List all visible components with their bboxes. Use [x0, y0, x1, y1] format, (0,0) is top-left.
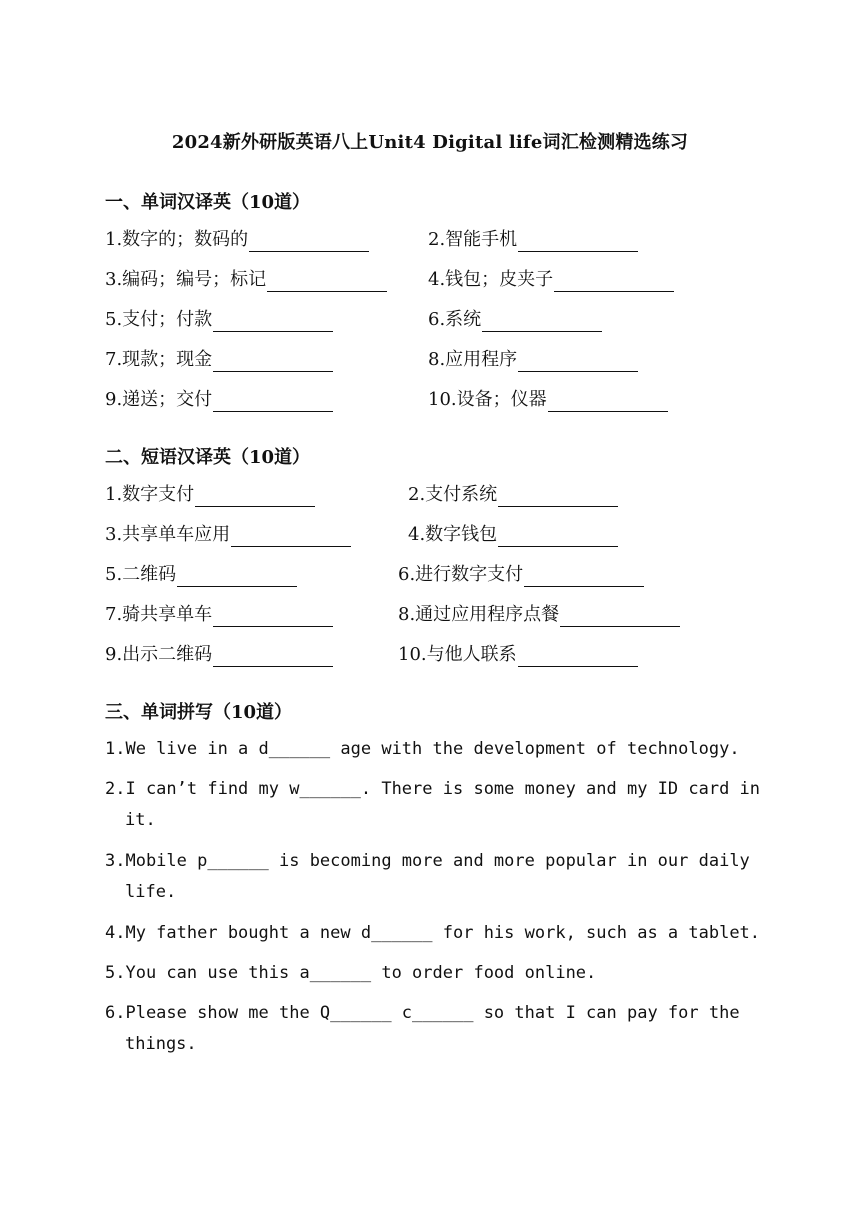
item-text: 1.数字支付	[105, 484, 195, 505]
sentence-continuation: it.	[125, 810, 156, 830]
section2-item-8	[398, 603, 680, 627]
item-text: 7.现款；现金	[105, 349, 213, 370]
section1-item-6	[428, 308, 602, 332]
item-text: 10.与他人联系	[398, 644, 517, 665]
section1-item-7	[105, 348, 333, 372]
item-text: 2.支付系统	[408, 484, 498, 505]
sentence-line: 5.You can use this a______ to order food online.	[105, 963, 597, 983]
answer-blank[interactable]	[560, 606, 680, 627]
section2-item-3	[105, 523, 351, 547]
section2-item-5	[105, 563, 297, 587]
answer-blank[interactable]	[548, 391, 668, 412]
section1-item-4	[428, 268, 674, 292]
section1-item-5	[105, 308, 333, 332]
item-text: 10.设备；仪器	[428, 389, 547, 410]
sentence-continuation: things.	[125, 1034, 197, 1054]
item-text: 5.二维码	[105, 564, 177, 585]
answer-blank[interactable]	[524, 566, 644, 587]
section3-heading: 三、单词拼写（10道）	[105, 702, 293, 723]
sentence-line: 2.I can’t find my w______. There is some money and my ID card in	[105, 779, 761, 799]
spelling-sentence-2	[105, 774, 765, 836]
item-text: 4.数字钱包	[408, 524, 498, 545]
answer-blank[interactable]	[518, 351, 638, 372]
answer-blank[interactable]	[177, 566, 297, 587]
section1-item-3	[105, 268, 387, 292]
section2-item-4	[408, 523, 618, 547]
spelling-sentence-3	[105, 846, 765, 908]
sentence-line: 3.Mobile p______ is becoming more and more popular in our daily	[105, 851, 750, 871]
answer-blank[interactable]	[498, 526, 618, 547]
item-text: 4.钱包；皮夹子	[428, 269, 554, 290]
sentence-line: 6.Please show me the Q______ c______ so that I can pay for the	[105, 1003, 740, 1023]
spelling-sentence-4	[105, 918, 765, 949]
answer-blank[interactable]	[195, 486, 315, 507]
item-text: 2.智能手机	[428, 229, 518, 250]
answer-blank[interactable]	[518, 646, 638, 667]
answer-blank[interactable]	[482, 311, 602, 332]
section2-item-7	[105, 603, 333, 627]
section2-item-9	[105, 643, 333, 667]
section1-item-2	[428, 228, 638, 252]
item-text: 7.骑共享单车	[105, 604, 213, 625]
answer-blank[interactable]	[231, 526, 351, 547]
spelling-sentence-6	[105, 998, 765, 1060]
answer-blank[interactable]	[213, 606, 333, 627]
item-text: 6.系统	[428, 309, 482, 330]
answer-blank[interactable]	[518, 231, 638, 252]
answer-blank[interactable]	[554, 271, 674, 292]
item-text: 3.编码；编号；标记	[105, 269, 267, 290]
item-text: 1.数字的；数码的	[105, 229, 249, 250]
spelling-sentence-1	[105, 734, 765, 765]
spelling-sentence-5	[105, 958, 765, 989]
section2-item-1	[105, 483, 315, 507]
section1-heading: 一、单词汉译英（10道）	[105, 192, 311, 213]
document-title: 2024新外研版英语八上Unit4 Digital life词汇检测精选练习	[171, 132, 689, 153]
item-text: 8.应用程序	[428, 349, 518, 370]
item-text: 8.通过应用程序点餐	[398, 604, 560, 625]
answer-blank[interactable]	[498, 486, 618, 507]
section1-item-1	[105, 228, 369, 252]
item-text: 6.进行数字支付	[398, 564, 524, 585]
item-text: 9.递送；交付	[105, 389, 213, 410]
section2-heading: 二、短语汉译英（10道）	[105, 447, 311, 468]
item-text: 3.共享单车应用	[105, 524, 231, 545]
section1-item-9	[105, 388, 333, 412]
answer-blank[interactable]	[213, 311, 333, 332]
answer-blank[interactable]	[213, 646, 333, 667]
answer-blank[interactable]	[213, 391, 333, 412]
section2-item-10	[398, 643, 638, 667]
answer-blank[interactable]	[213, 351, 333, 372]
answer-blank[interactable]	[249, 231, 369, 252]
sentence-line: 1.We live in a d______ age with the development of technology.	[105, 739, 740, 759]
section1-item-10	[428, 388, 668, 412]
item-text: 5.支付；付款	[105, 309, 213, 330]
section1-item-8	[428, 348, 638, 372]
item-text: 9.出示二维码	[105, 644, 213, 665]
section2-item-6	[398, 563, 644, 587]
sentence-line: 4.My father bought a new d______ for his work, such as a tablet.	[105, 923, 761, 943]
section2-item-2	[408, 483, 618, 507]
answer-blank[interactable]	[267, 271, 387, 292]
sentence-continuation: life.	[125, 882, 177, 902]
